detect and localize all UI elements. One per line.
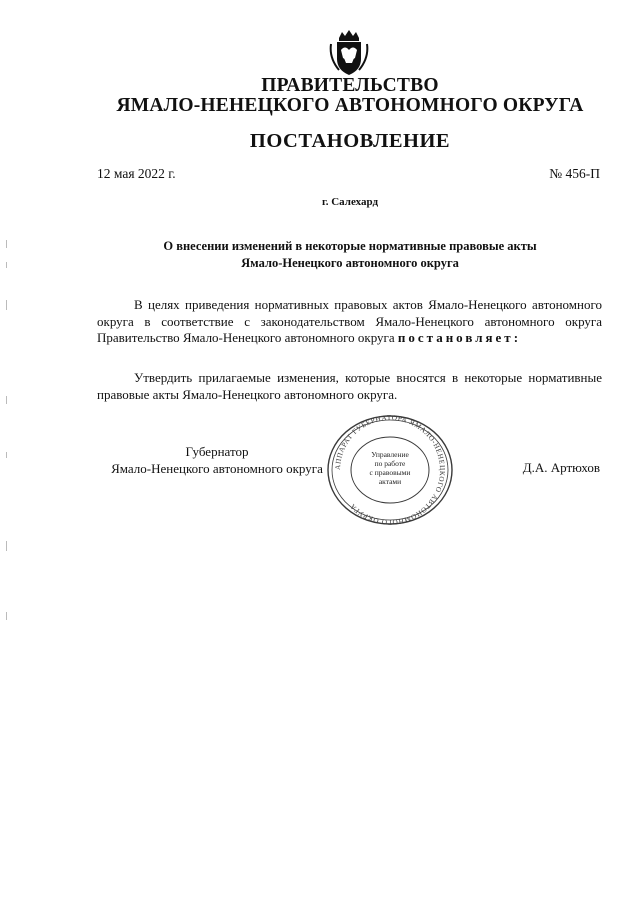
- subject-line2: Ямало-Ненецкого автономного округа: [241, 256, 459, 270]
- coat-of-arms-icon: [328, 28, 370, 78]
- government-title-line1: ПРАВИТЕЛЬСТВО: [261, 75, 439, 96]
- decree-number: № 456-П: [549, 166, 600, 181]
- government-title-line2: ЯМАЛО-НЕНЕЦКОГО АВТОНОМНОГО ОКРУГА: [116, 95, 584, 116]
- body-paragraph-1: [97, 297, 602, 347]
- stamp-inner-line1: Управление: [371, 450, 409, 459]
- stamp-inner-line4: актами: [378, 477, 402, 486]
- stamp-outer-text: АППАРАТ ГУБЕРНАТОРА ЯМАЛО-НЕНЕЦКОГО АВТОНОМНОГО ОКРУГА: [333, 414, 447, 526]
- decree-date: 12 мая 2022 г.: [97, 166, 176, 181]
- paragraph-1-text: В целях приведения нормативных правовых актов Ямало-Ненецкого автономного округа в соответствие с законодательством Ямало-Ненецкого автономного округа Правительство Ямало-Ненецкого автономного округа: [97, 297, 602, 345]
- signer-position-line2: Ямало-Ненецкого автономного округа: [111, 461, 323, 476]
- official-stamp: [320, 414, 460, 526]
- scan-edge-marks: [6, 0, 8, 905]
- decree-title: ПОСТАНОВЛЕНИЕ: [249, 130, 451, 152]
- signer-position-line1: Губернатор: [185, 444, 249, 459]
- stamp-inner-line3: с правовыми: [369, 468, 411, 477]
- signer-name: Д.А. Артюхов: [522, 460, 600, 475]
- signer-position: [97, 443, 337, 477]
- resolves-word: постановляет:: [397, 330, 522, 345]
- subject-heading: [0, 238, 640, 272]
- stamp-inner-line2: по работе: [374, 459, 406, 468]
- subject-line1: О внесении изменений в некоторые нормативные правовые акты: [163, 239, 537, 253]
- government-title: [0, 76, 640, 116]
- body-paragraph-2: Утвердить прилагаемые изменения, которые вносятся в некоторые нормативные правовые акты Ямало-Ненецкого автономного округа.: [97, 370, 602, 402]
- city: г. Салехард: [321, 196, 379, 208]
